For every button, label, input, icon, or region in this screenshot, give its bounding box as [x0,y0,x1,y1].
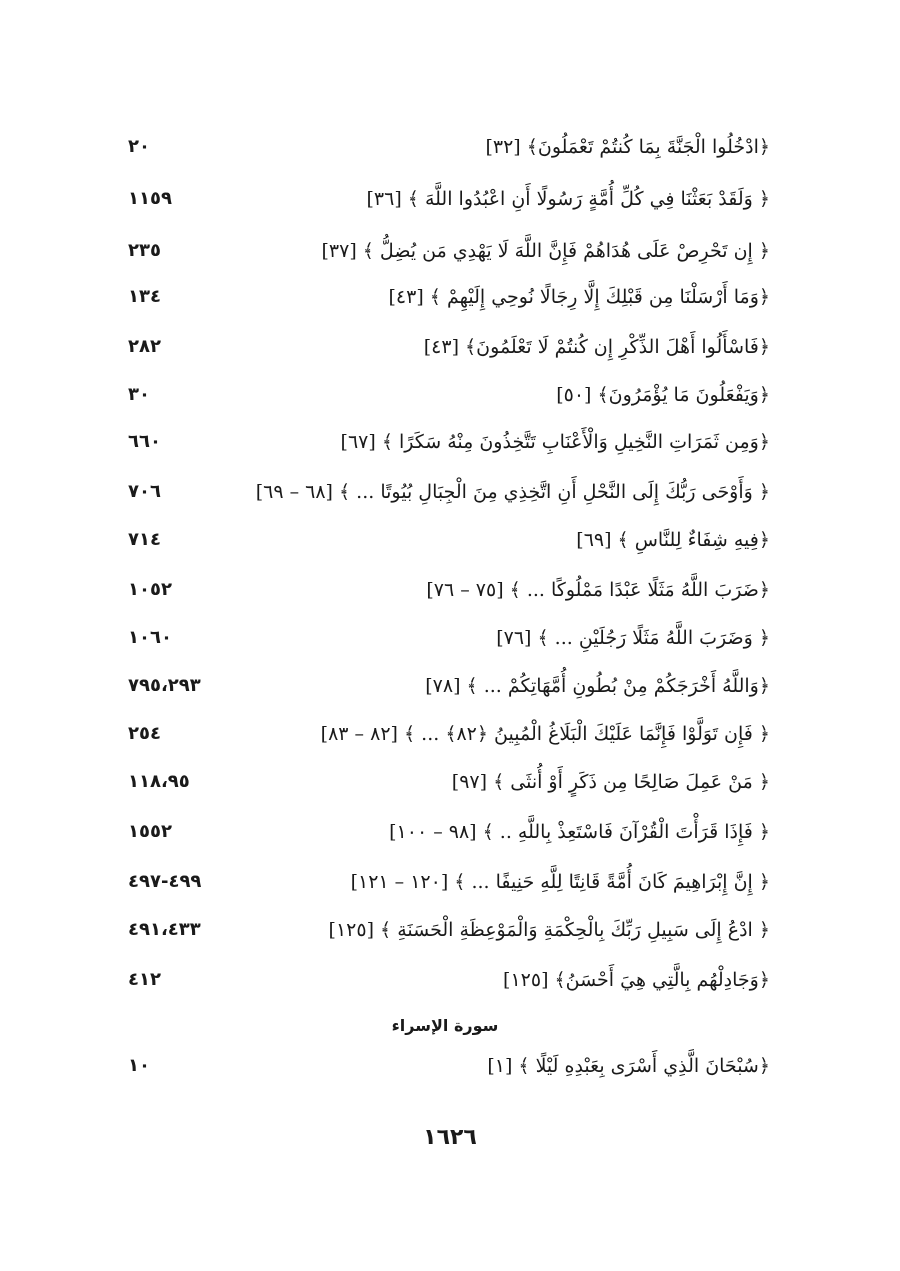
verse-entry [120,177,770,221]
verse-entry [120,616,770,660]
verse-text: ﴿ مَنْ عَمِلَ صَالِحًا مِن ذَكَرٍ أَوْ أُنثَى ﴾ [٩٧] [451,771,770,793]
verse-text: ﴿ ادْعُ إِلَى سَبِيلِ رَبِّكَ بِالْحِكْمَةِ وَالْمَوْعِظَةِ الْحَسَنَةِ ﴾ [١٢٥] [328,919,770,941]
page-reference: ٧٩٥،٢٩٣ [128,675,201,696]
page-reference: ٢٠ [128,136,150,157]
verse-text: ﴿ إِنَّ إِبْرَاهِيمَ كَانَ أُمَّةً قَانِتًا لِلَّهِ حَنِيفًا ... ﴾ [١٢٠ – ١٢١] [350,871,770,893]
verse-text: ﴿ وَلَقَدْ بَعَثْنَا فِي كُلِّ أُمَّةٍ رَسُولًا أَنِ اعْبُدُوا اللَّهَ ﴾ [٣٦] [366,188,770,210]
verse-entry [120,1044,770,1088]
verse-entry [120,908,770,952]
page-reference: ٧١٤ [128,529,161,550]
verse-text: ﴿ فَإِن تَوَلَّوْا فَإِنَّمَا عَلَيْكَ الْبَلَاغُ الْمُبِينُ ﴿٨٢﴾ ... ﴾ [٨٢ – ٨٣] [320,723,770,745]
verse-text: ﴿فِيهِ شِفَاءٌ لِلنَّاسِ ﴾ [٦٩] [576,529,770,551]
verse-entry [120,712,770,756]
verse-entry [120,275,770,319]
page-reference: ١٥٥٢ [128,821,172,842]
page-reference: ١٣٤ [128,286,161,307]
verse-entry [120,373,770,417]
verse-entry [120,810,770,854]
page-reference: ٧٠٦ [128,481,161,502]
page-reference: ١٠٦٠ [128,627,172,648]
verse-text: ﴿وَمَا أَرْسَلْنَا مِن قَبْلِكَ إِلَّا رِجَالًا نُوحِي إِلَيْهِمْ ﴾ [٤٣] [388,286,770,308]
verse-entry [120,518,770,562]
surah-heading: سورة الإسراء [391,1016,499,1035]
verse-entry [120,860,770,904]
verse-text: ﴿ فَإِذَا قَرَأْتَ الْقُرْآنَ فَاسْتَعِذْ بِاللَّهِ .. ﴾ [٩٨ – ١٠٠] [389,821,770,843]
verse-text: ﴿فَاسْأَلُوا أَهْلَ الذِّكْرِ إِن كُنتُمْ لَا تَعْلَمُونَ﴾ [٤٣] [423,336,770,358]
page-reference: ٢٣٥ [128,240,161,261]
page-reference: ١١٨،٩٥ [128,771,190,792]
verse-entry [120,125,770,169]
verse-entry [120,229,770,273]
verse-text: ﴿ إِن تَحْرِصْ عَلَى هُدَاهُمْ فَإِنَّ اللَّهَ لَا يَهْدِي مَن يُضِلُّ ﴾ [٣٧] [321,240,770,262]
page-reference: ٢٨٢ [128,336,161,357]
verse-text: ﴿ وَأَوْحَى رَبُّكَ إِلَى النَّحْلِ أَنِ اتَّخِذِي مِنَ الْجِبَالِ بُيُوتًا ... ﴾ [٦٨ – ٦٩] [255,481,770,503]
page-reference: ١٠ [128,1055,150,1076]
verse-entry [120,470,770,514]
verse-text: ﴿سُبْحَانَ الَّذِي أَسْرَى بِعَبْدِهِ لَيْلًا ﴾ [١] [487,1055,770,1077]
verse-entry [120,760,770,804]
verse-text: ﴿وَيَفْعَلُونَ مَا يُؤْمَرُونَ﴾ [٥٠] [556,384,770,406]
page-reference: ٦٦٠ [128,431,161,452]
verse-text: ﴿ادْخُلُوا الْجَنَّةَ بِمَا كُنتُمْ تَعْمَلُونَ﴾ [٣٢] [485,136,770,158]
verse-text: ﴿وَمِن ثَمَرَاتِ النَّخِيلِ وَالْأَعْنَابِ تَتَّخِذُونَ مِنْهُ سَكَرًا ﴾ [٦٧] [340,431,770,453]
verse-entry [120,420,770,464]
verse-entry [120,568,770,612]
verse-text: ﴿ضَرَبَ اللَّهُ مَثَلًا عَبْدًا مَمْلُوكًا ... ﴾ [٧٥ – ٧٦] [426,579,770,601]
verse-text: ﴿وَاللَّهُ أَخْرَجَكُمْ مِنْ بُطُونِ أُمَّهَاتِكُمْ ... ﴾ [٧٨] [425,675,770,697]
page-number: ١٦٢٦ [423,1125,477,1150]
page-reference: ٢٥٤ [128,723,161,744]
verse-entry [120,958,770,1002]
verse-entry [120,325,770,369]
page-reference: ١١٥٩ [128,188,172,209]
page-reference: ٣٠ [128,384,150,405]
verse-entry [120,664,770,708]
page-reference: ٤٩١،٤٣٣ [128,919,201,940]
verse-text: ﴿وَجَادِلْهُم بِالَّتِي هِيَ أَحْسَنُ﴾ [١٢٥] [503,969,770,991]
verse-text: ﴿ وَضَرَبَ اللَّهُ مَثَلًا رَجُلَيْنِ ... ﴾ [٧٦] [496,627,770,649]
page-reference: ٤١٢ [128,969,161,990]
page-reference: ١٠٥٢ [128,579,172,600]
page-reference: ٤٩٩-٤٩٧ [128,871,202,892]
